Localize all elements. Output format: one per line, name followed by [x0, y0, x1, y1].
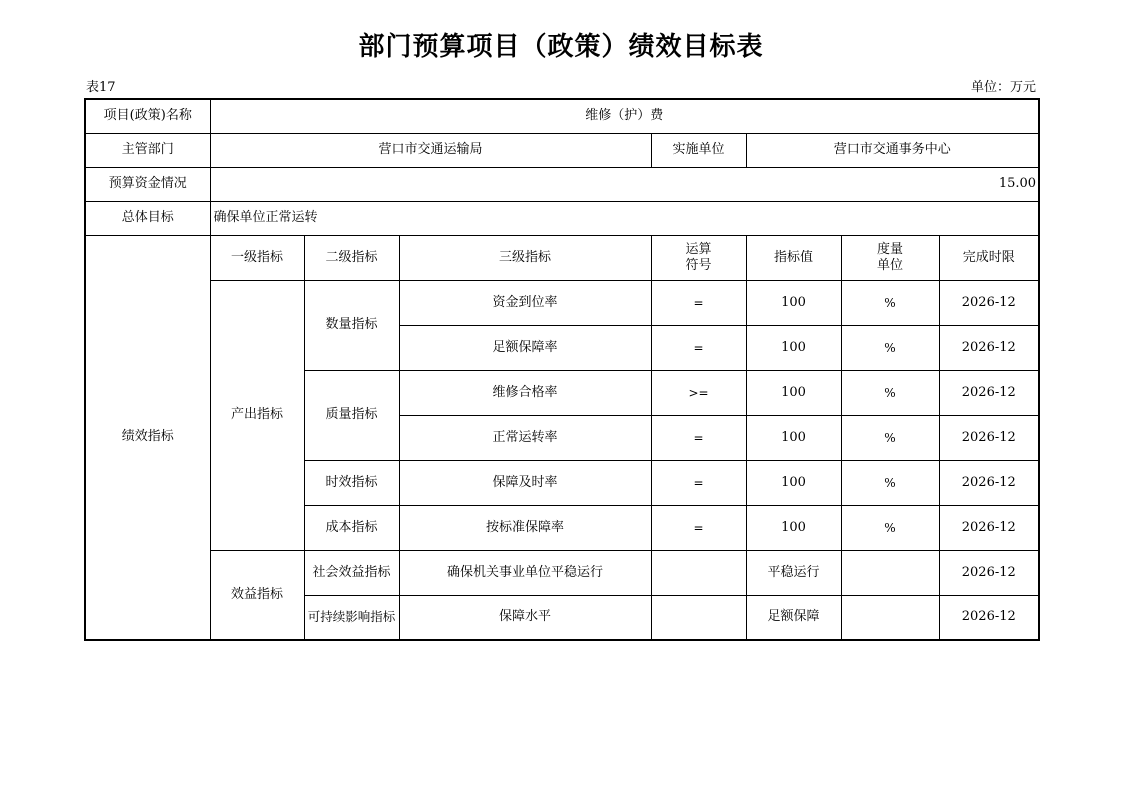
project-name-row [85, 99, 1039, 133]
indicator-value: 100 [746, 460, 841, 505]
indicator-value: 100 [746, 505, 841, 550]
indicator-value: 100 [746, 325, 841, 370]
indicator-value: 100 [746, 280, 841, 325]
table-row [85, 280, 1039, 325]
indicator-name: 按标准保障率 [399, 505, 651, 550]
header-unit-line1: 度量 [876, 241, 903, 257]
header-operator-line2: 符号 [685, 257, 712, 273]
header-unit-line2: 单位 [876, 257, 903, 273]
indicator-deadline: 2026-12 [939, 325, 1039, 370]
indicator-value: 足额保障 [746, 595, 841, 640]
project-name-value: 维修（护）费 [210, 99, 1039, 133]
header-level2: 二级指标 [304, 235, 399, 280]
goal-label: 总体目标 [85, 201, 210, 235]
indicator-unit: % [841, 505, 939, 550]
indicator-operator [651, 595, 746, 640]
header-deadline: 完成时限 [939, 235, 1039, 280]
goal-value: 确保单位正常运转 [210, 201, 1039, 235]
indicator-operator: = [651, 280, 746, 325]
indicator-deadline: 2026-12 [939, 595, 1039, 640]
indicator-operator: = [651, 505, 746, 550]
indicator-value: 100 [746, 370, 841, 415]
indicator-unit: % [841, 325, 939, 370]
header-value: 指标值 [746, 235, 841, 280]
goal-row [85, 201, 1039, 235]
header-operator-line1: 运算 [685, 241, 712, 257]
indicator-deadline: 2026-12 [939, 415, 1039, 460]
indicator-name: 保障水平 [399, 595, 651, 640]
header-level3: 三级指标 [399, 235, 651, 280]
indicator-deadline: 2026-12 [939, 550, 1039, 595]
quantity-indicator-label: 数量指标 [304, 280, 399, 370]
timeliness-indicator-label: 时效指标 [304, 460, 399, 505]
indicator-name: 确保机关事业单位平稳运行 [399, 550, 651, 595]
department-row [85, 133, 1039, 167]
indicator-name: 保障及时率 [399, 460, 651, 505]
indicator-name: 正常运转率 [399, 415, 651, 460]
budget-label: 预算资金情况 [85, 167, 210, 201]
indicator-operator: = [651, 460, 746, 505]
header-operator [651, 235, 746, 280]
table-number: 表17 [86, 80, 116, 95]
performance-indicator-label: 绩效指标 [85, 235, 210, 640]
indicator-deadline: 2026-12 [939, 370, 1039, 415]
indicator-unit: % [841, 280, 939, 325]
project-name-label: 项目(政策)名称 [85, 99, 210, 133]
performance-target-table [84, 98, 1040, 641]
indicator-name: 资金到位率 [399, 280, 651, 325]
implementer-label: 实施单位 [651, 133, 746, 167]
indicator-operator: = [651, 415, 746, 460]
header-level1: 一级指标 [210, 235, 304, 280]
benefit-indicator-label: 效益指标 [210, 550, 304, 640]
budget-value: 15.00 [210, 167, 1039, 201]
cost-indicator-label: 成本指标 [304, 505, 399, 550]
budget-row [85, 167, 1039, 201]
table-row [85, 550, 1039, 595]
indicator-value: 平稳运行 [746, 550, 841, 595]
sustainability-label: 可持续影响指标 [304, 595, 399, 640]
indicator-unit: % [841, 460, 939, 505]
quality-indicator-label: 质量指标 [304, 370, 399, 460]
indicator-deadline: 2026-12 [939, 460, 1039, 505]
indicator-operator: >= [651, 370, 746, 415]
indicator-deadline: 2026-12 [939, 505, 1039, 550]
indicator-unit [841, 550, 939, 595]
department-label: 主管部门 [85, 133, 210, 167]
page-title: 部门预算项目（政策）绩效目标表 [358, 32, 764, 62]
unit-label: 单位：万元 [970, 80, 1036, 95]
header-unit [841, 235, 939, 280]
department-value: 营口市交通运输局 [210, 133, 651, 167]
indicator-operator: = [651, 325, 746, 370]
indicator-unit [841, 595, 939, 640]
indicator-deadline: 2026-12 [939, 280, 1039, 325]
output-indicator-label: 产出指标 [210, 280, 304, 550]
indicator-unit: % [841, 370, 939, 415]
indicator-name: 维修合格率 [399, 370, 651, 415]
indicator-name: 足额保障率 [399, 325, 651, 370]
implementer-value: 营口市交通事务中心 [746, 133, 1039, 167]
indicator-value: 100 [746, 415, 841, 460]
indicator-operator [651, 550, 746, 595]
indicator-unit: % [841, 415, 939, 460]
social-benefit-label: 社会效益指标 [304, 550, 399, 595]
indicator-header-row [85, 235, 1039, 280]
